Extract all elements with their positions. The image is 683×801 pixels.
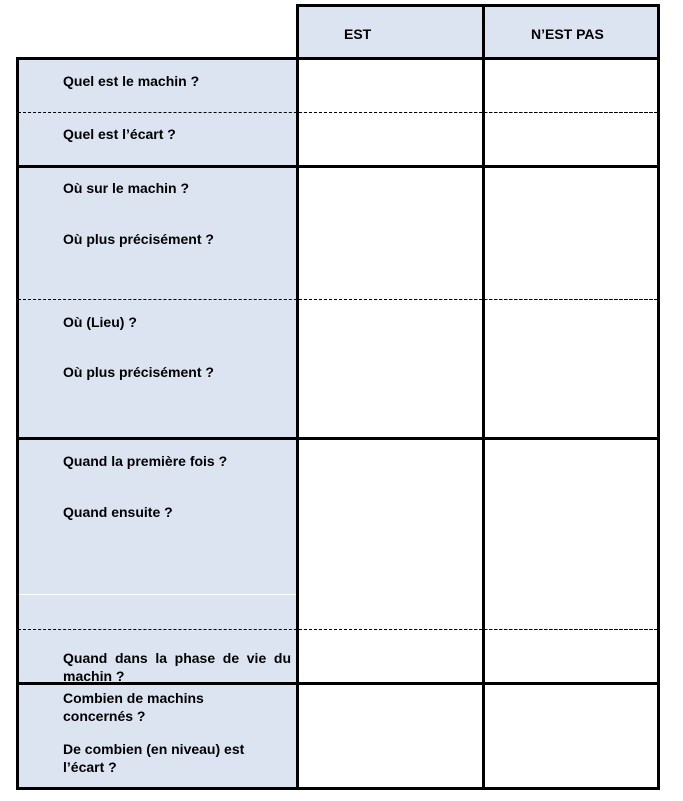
answer-cell-nest-7[interactable]	[485, 685, 657, 787]
row-separator-dashed-answers	[299, 629, 657, 630]
answer-cell-est-5[interactable]	[299, 440, 482, 629]
answer-cell-est-3[interactable]	[299, 168, 482, 299]
answer-cell-est-6[interactable]	[299, 631, 482, 682]
row-separator-dashed-answers	[299, 112, 657, 113]
header-est	[296, 4, 485, 61]
question-ou-lieu: Où (Lieu) ?	[63, 314, 137, 330]
question-quand-phase-vie: Quand dans la phase de vie du machin ?	[63, 650, 291, 684]
question-machin: Quel est le machin ?	[63, 73, 200, 89]
question-ou-precisement-1: Où plus précisément ?	[63, 231, 214, 247]
header-nest-label: N’EST PAS	[531, 26, 604, 42]
table-bottom-border	[16, 787, 660, 790]
question-quand-ensuite: Quand ensuite ?	[63, 504, 173, 520]
answer-cell-est-2[interactable]	[299, 114, 482, 165]
answer-cell-est-1[interactable]	[299, 60, 482, 112]
question-quand-premiere: Quand la première fois ?	[63, 453, 228, 469]
header-nest	[482, 4, 660, 61]
answer-cell-nest-6[interactable]	[485, 631, 657, 682]
header-est-label: EST	[344, 26, 372, 42]
question-ou-sur-machin: Où sur le machin ?	[63, 180, 190, 196]
answer-cell-nest-3[interactable]	[485, 168, 657, 299]
answer-cell-est-7[interactable]	[299, 685, 482, 787]
answer-cell-nest-5[interactable]	[485, 440, 657, 629]
answer-cell-nest-2[interactable]	[485, 114, 657, 165]
answer-cell-nest-1[interactable]	[485, 60, 657, 112]
question-combien-ecart: De combien (en niveau) est l’écart ?	[63, 741, 245, 775]
row-separator-dashed-answers	[299, 299, 657, 300]
question-ou-precisement-2: Où plus précisément ?	[63, 364, 214, 380]
label-separator	[18, 594, 298, 595]
question-ecart: Quel est l’écart ?	[63, 126, 176, 142]
answer-cell-est-4[interactable]	[299, 301, 482, 437]
answer-cell-nest-4[interactable]	[485, 301, 657, 437]
question-combien-machins: Combien de machins concernés ?	[63, 690, 204, 724]
